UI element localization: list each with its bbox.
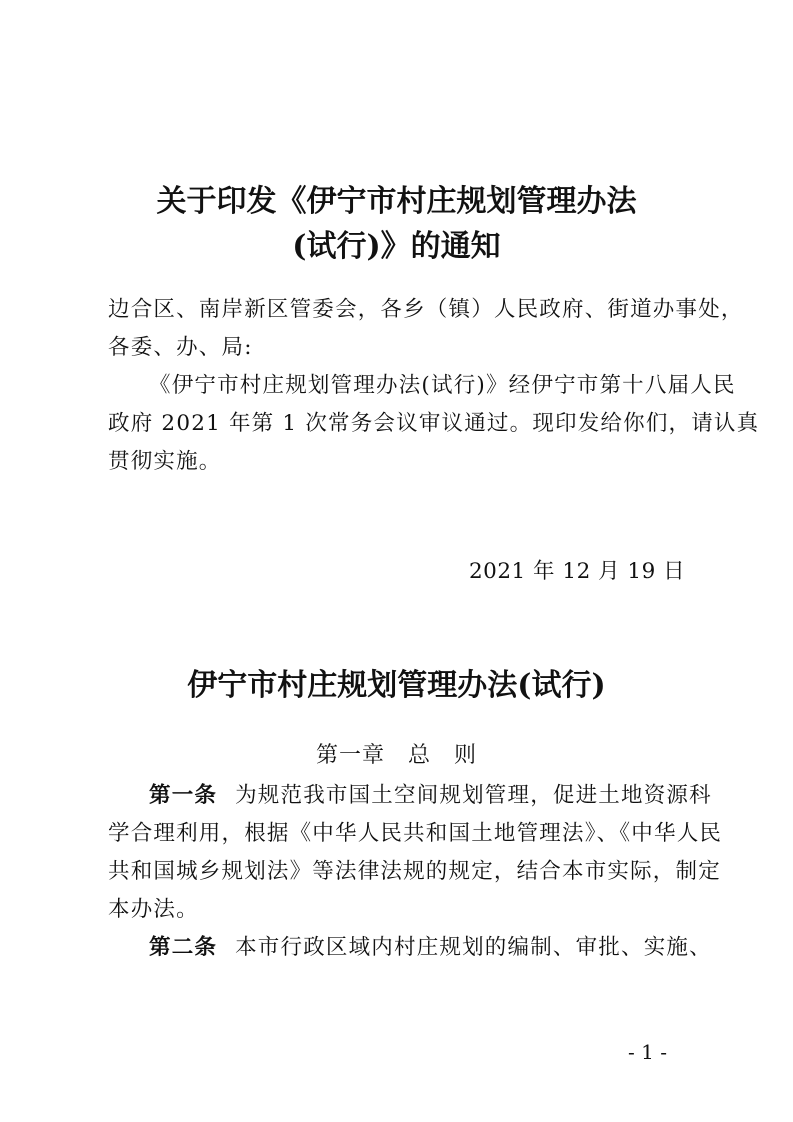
chapter-heading: 第一章 总 则 (315, 743, 477, 768)
notice-date: 2021 年 12 月 19 日 (469, 559, 686, 584)
recipients-line-1: 边合区、南岸新区管委会，各乡（镇）人民政府、街道办事处， (108, 297, 744, 322)
notice-body-line-1: 《伊宁市村庄规划管理办法(试行)》经伊宁市第十八届人民 (149, 373, 736, 398)
page-number: - 1 - (628, 1040, 667, 1064)
notice-body-line-2: 政府 2021 年第 1 次常务会议审议通过。现印发给你们，请认真 (108, 411, 760, 436)
notice-body-line-3: 贯彻实施。 (108, 449, 222, 474)
article-1-line-2: 学合理利用，根据《中华人民共和国土地管理法》、《中华人民 (108, 821, 723, 846)
article-1-line-4: 本办法。 (108, 897, 199, 922)
article-1-text: 为规范我市国土空间规划管理，促进土地资源科 (235, 783, 712, 808)
article-2-label: 第二条 (149, 935, 218, 960)
article-2-line-1 (149, 930, 712, 961)
notice-title-line-2: (试行)》的通知 (292, 229, 501, 264)
article-1-line-3: 共和国城乡规划法》等法律法规的规定，结合本市实际，制定 (108, 859, 721, 884)
article-1-line-1 (149, 778, 712, 809)
recipients-line-2: 各委、办、局: (108, 335, 253, 360)
notice-title-line-1: 关于印发《伊宁市村庄规划管理办法 (156, 184, 637, 219)
article-1-label: 第一条 (149, 783, 218, 808)
regulation-title: 伊宁市村庄规划管理办法(试行) (187, 668, 606, 703)
article-2-text: 本市行政区域内村庄规划的编制、审批、实施、 (235, 935, 712, 960)
